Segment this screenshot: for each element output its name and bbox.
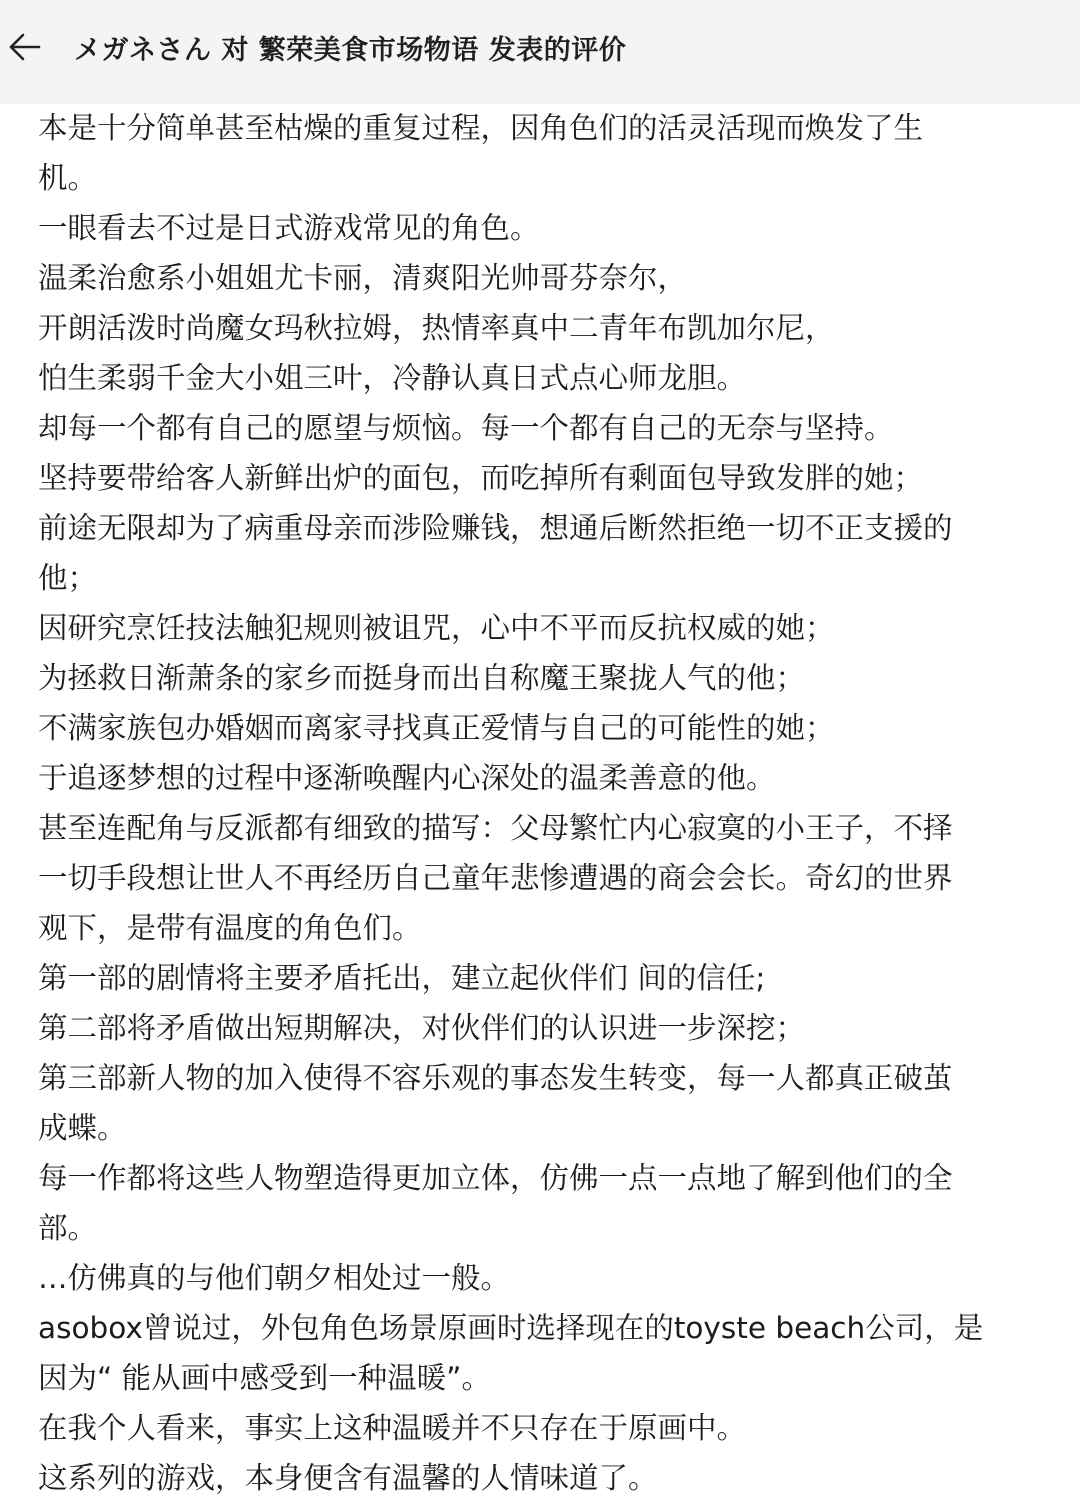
- review-line: 前途无限却为了病重母亲而涉险赚钱，想通后断然拒绝一切不正支援的: [38, 511, 953, 545]
- review-line: 每一作都将这些人物塑造得更加立体，仿佛一点一点地了解到他们的全: [38, 1161, 953, 1195]
- review-line: 成蝶。: [38, 1111, 127, 1145]
- review-line: 第二部将矛盾做出短期解决，对伙伴们的认识进一步深挖；: [38, 1011, 806, 1045]
- review-line: 怕生柔弱千金大小姐三叶，冷静认真日式点心师龙胆。: [38, 361, 747, 395]
- page-title: メガネさん 对 繁荣美食市场物语 发表的评价: [74, 35, 627, 66]
- review-line: 部。: [38, 1211, 98, 1245]
- review-line: 在我个人看来，事实上这种温暖并不只存在于原画中。: [38, 1411, 747, 1445]
- review-line: 机。: [38, 161, 98, 195]
- review-line: 甚至连配角与反派都有细致的描写：父母繁忙内心寂寞的小王子，不择: [38, 811, 953, 845]
- arrow-left-icon: [8, 30, 42, 64]
- review-line: 因研究烹饪技法触犯规则被诅咒，心中不平而反抗权威的她；: [38, 611, 835, 645]
- review-line: 观下，是带有温度的角色们。: [38, 911, 422, 945]
- review-line: 本是十分简单甚至枯燥的重复过程，因角色们的活灵活现而焕发了生: [38, 111, 924, 145]
- review-body: [38, 103, 1048, 1503]
- review-line: 第一部的剧情将主要矛盾托出，建立起伙伴们 间的信任;: [38, 961, 766, 995]
- review-line: 温柔治愈系小姐姐尤卡丽，清爽阳光帅哥芬奈尔，: [38, 261, 688, 295]
- top-bar: [0, 0, 1080, 104]
- review-line: 这系列的游戏，本身便含有温馨的人情味道了。: [38, 1461, 658, 1495]
- review-line: 坚持要带给客人新鲜出炉的面包，而吃掉所有剩面包导致发胖的她；: [38, 461, 924, 495]
- review-line: 一切手段想让世人不再经历自己童年悲惨遭遇的商会会长。奇幻的世界: [38, 861, 953, 895]
- review-line: 却每一个都有自己的愿望与烦恼。每一个都有自己的无奈与坚持。: [38, 411, 894, 445]
- review-line: 开朗活泼时尚魔女玛秋拉姆，热情率真中二青年布凯加尔尼，: [38, 311, 835, 345]
- review-line: asobox曾说过，外包角色场景原画时选择现在的toyste beach公司，是: [38, 1311, 984, 1345]
- review-line: 不满家族包办婚姻而离家寻找真正爱情与自己的可能性的她；: [38, 711, 835, 745]
- review-line: 第三部新人物的加入使得不容乐观的事态发生转变，每一人都真正破茧: [38, 1061, 953, 1095]
- review-line: 一眼看去不过是日式游戏常见的角色。: [38, 211, 540, 245]
- review-line: 于追逐梦想的过程中逐渐唤醒内心深处的温柔善意的他。: [38, 761, 776, 795]
- review-line: 因为“ 能从画中感受到一种温暖”。: [38, 1361, 491, 1395]
- review-line: 为拯救日渐萧条的家乡而挺身而出自称魔王聚拢人气的他；: [38, 661, 806, 695]
- back-button[interactable]: [0, 18, 60, 78]
- review-line: …仿佛真的与他们朝夕相处过一般。: [38, 1261, 511, 1295]
- review-line: 他；: [38, 561, 98, 595]
